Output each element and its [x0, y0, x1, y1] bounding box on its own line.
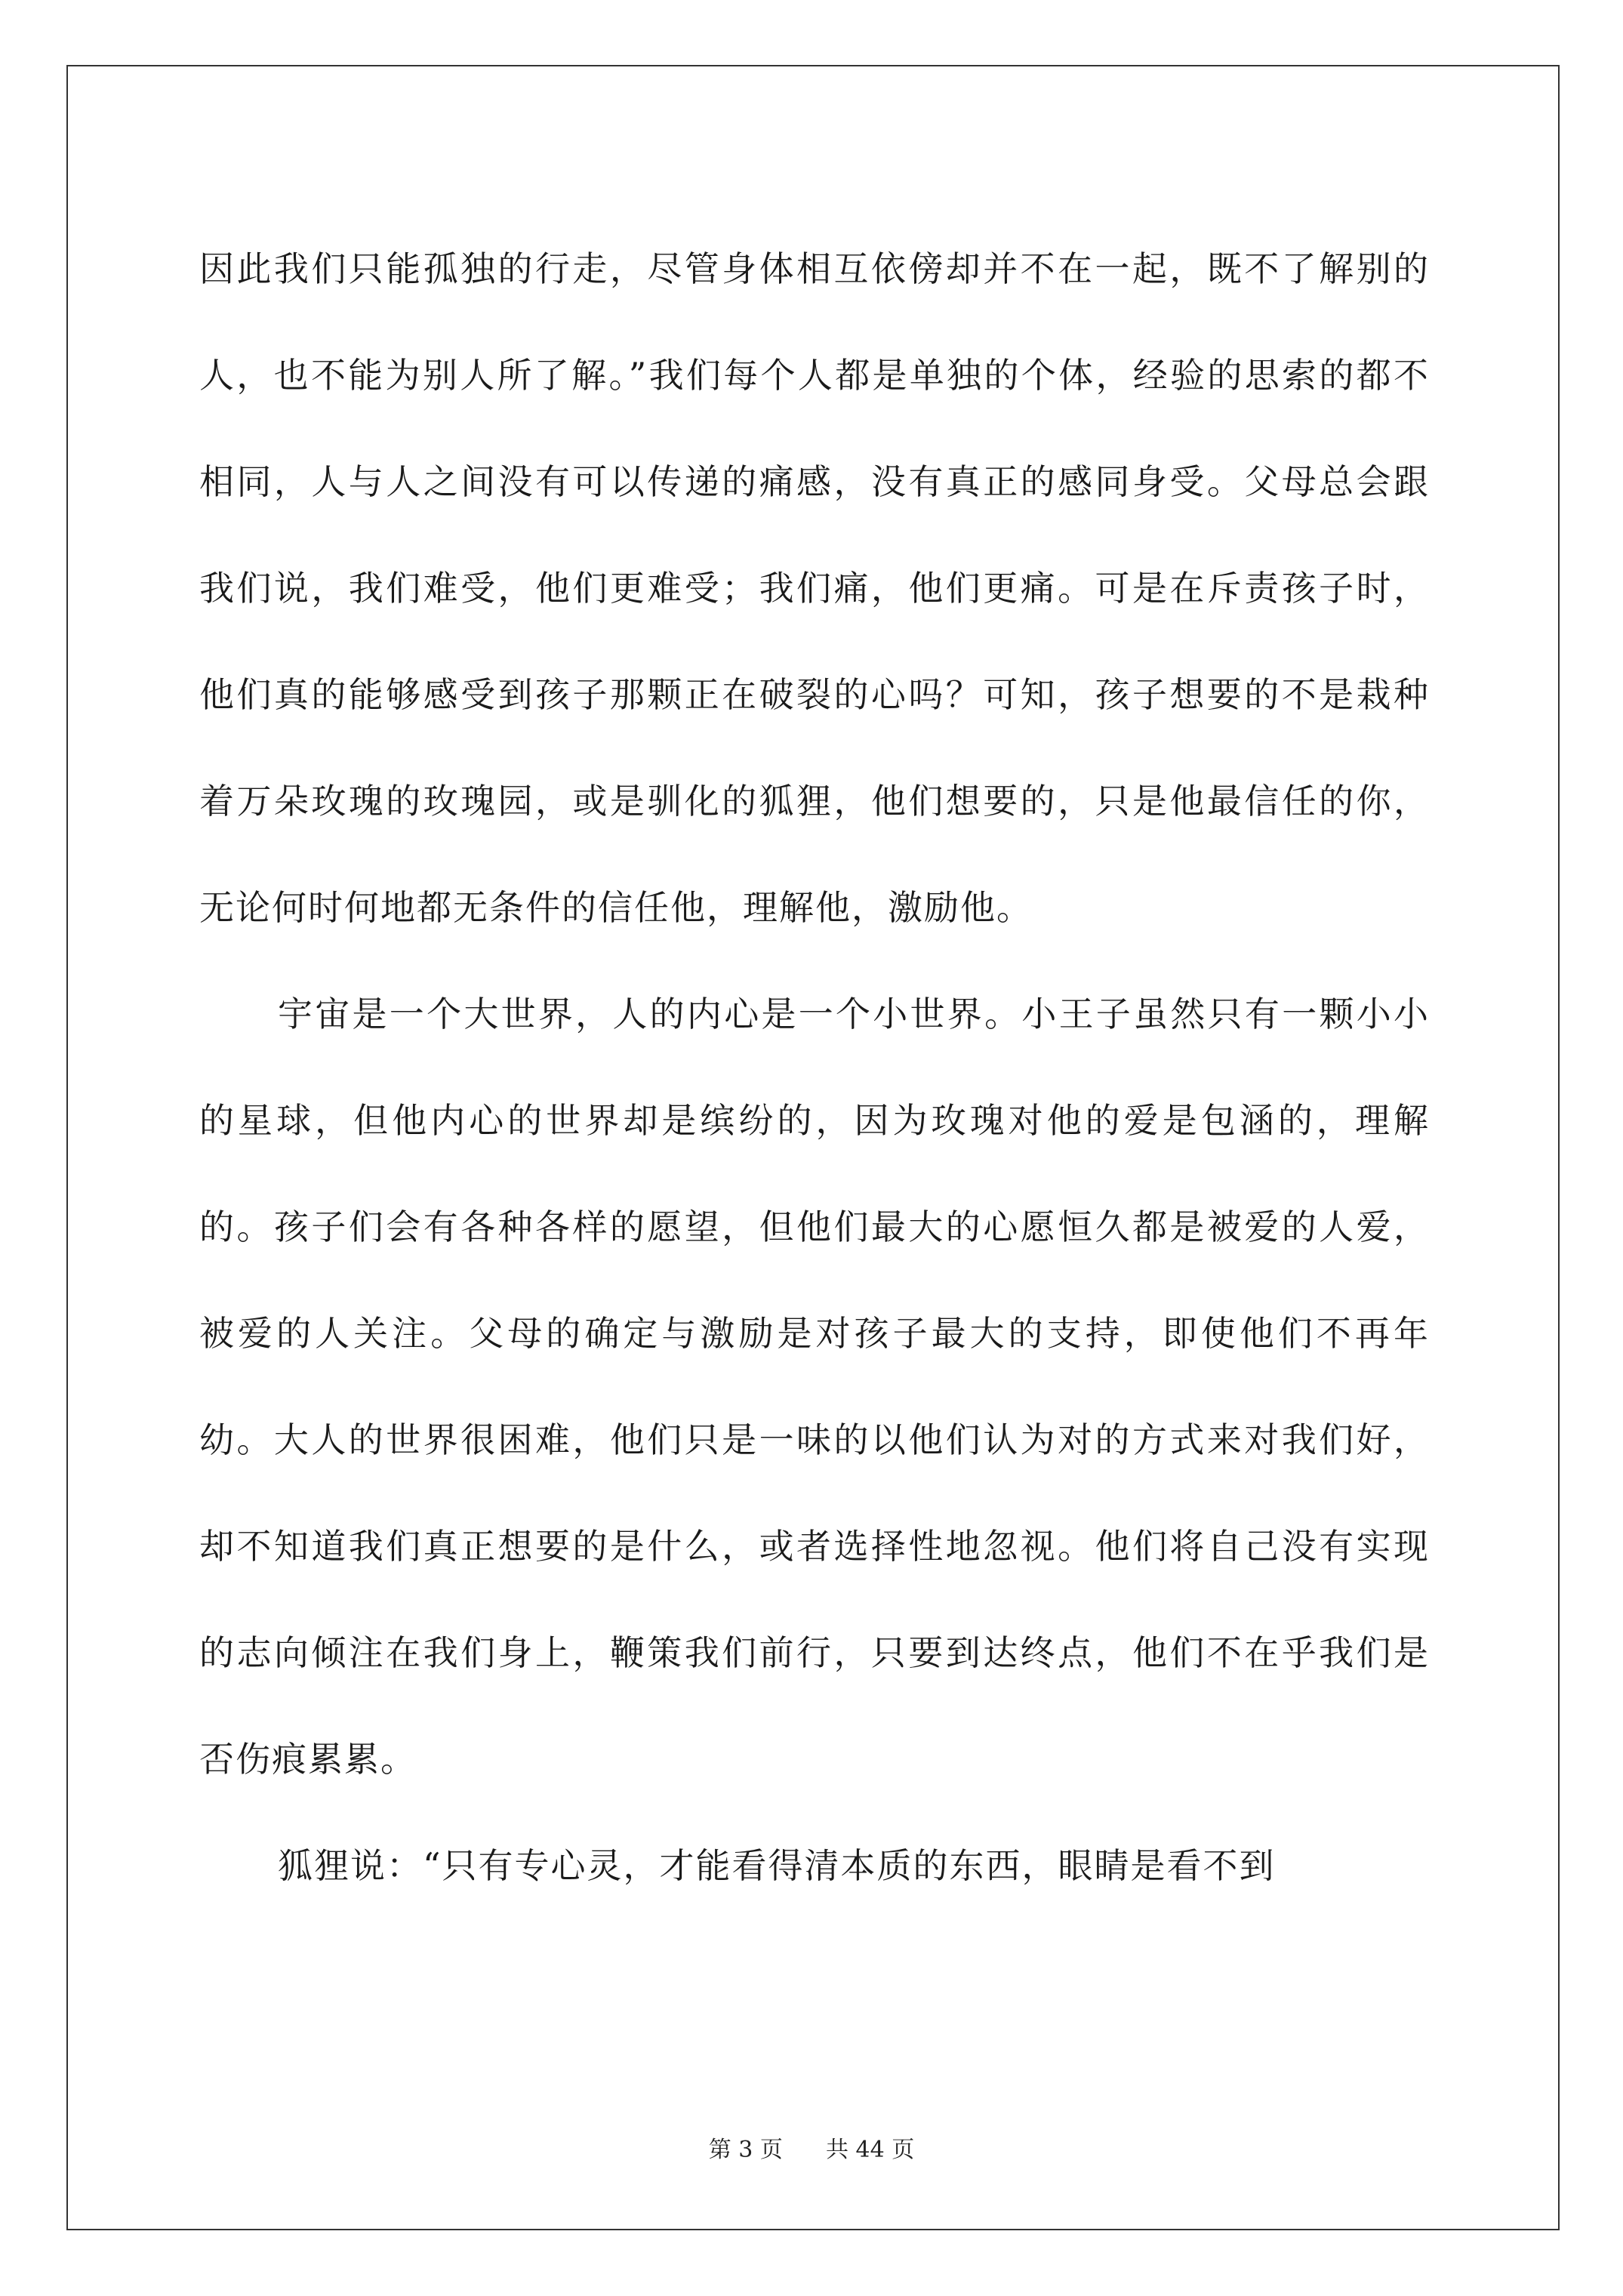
page-number: 第 3 页 — [708, 2137, 783, 2163]
document-body — [199, 216, 1430, 1919]
page-footer — [0, 2131, 1623, 2164]
paragraph-1: 因此我们只能孤独的行走，尽管身体相互依傍却并不在一起，既不了解别的人，也不能为别人所了解。”我们每个人都是单独的个体，经验的思索的都不相同，人与人之间没有可以传递的痛感，没有真正的感同身受。父母总会跟我们说，我们难受，他们更难受；我们痛，他们更痛。可是在斥责孩子时，他们真的能够感受到孩子那颗正在破裂的心吗？可知，孩子想要的不是栽种着万朵玫瑰的玫瑰园，或是驯化的狐狸，他们想要的，只是他最信任的你，无论何时何地都无条件的信任他，理解他，激励他。 — [199, 248, 1430, 928]
paragraph-3: 狐狸说：“只有专心灵，才能看得清本质的东西，眼睛是看不到 — [278, 1845, 1276, 1886]
total-pages: 共 44 页 — [826, 2137, 915, 2163]
paragraph-2: 宇宙是一个大世界，人的内心是一个小世界。小王子虽然只有一颗小小的星球，但他内心的世界却是缤纷的，因为玫瑰对他的爱是包涵的，理解的。孩子们会有各种各样的愿望，但他们最大的心愿恒久都是被爱的人爱，被爱的人关注。父母的确定与激励是对孩子最大的支持，即使他们不再年幼。大人的世界很困难，他们只是一味的以他们认为对的方式来对我们好，却不知道我们真正想要的是什么，或者选择性地忽视。他们将自己没有实现的志向倾注在我们身上，鞭策我们前行，只要到达终点，他们不在乎我们是否伤痕累累。 — [199, 994, 1430, 1780]
